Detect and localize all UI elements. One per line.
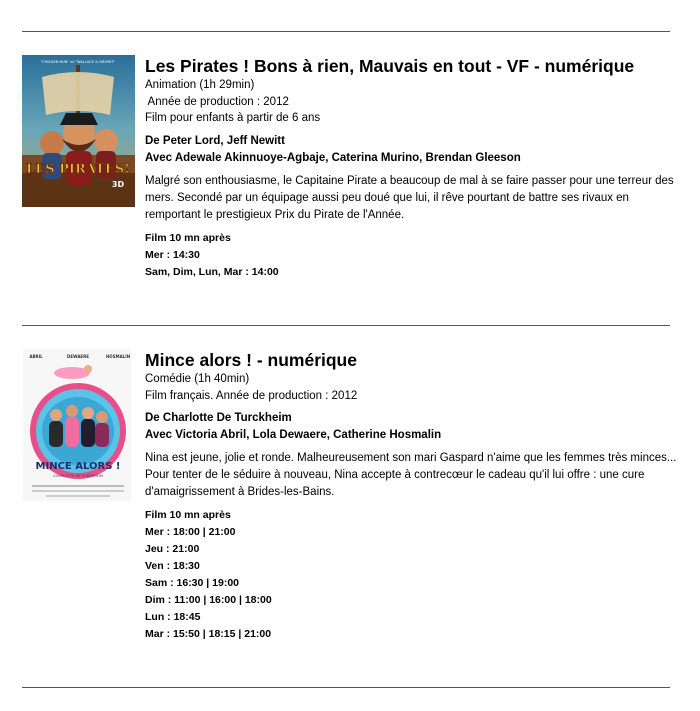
movie-info — [145, 77, 685, 127]
movie-credits — [145, 410, 685, 444]
movie-sessions — [145, 230, 685, 281]
session-line: Mer : 14:30 — [145, 248, 200, 261]
poster-pirates-logo-text: LES PIRATES! — [26, 162, 130, 177]
session-line: Film 10 mn après — [145, 231, 231, 244]
poster-pirates-3d-badge: 3D — [111, 180, 125, 189]
poster-director: CHARLOTTE DE TURCKHEIM — [53, 474, 103, 478]
poster-actor-2: DEWAERE — [67, 354, 89, 359]
movie-director: De Charlotte De Turckheim — [145, 412, 292, 424]
session-line: Sam : 16:30 | 19:00 — [145, 577, 239, 589]
poster-mince-alors[interactable] — [22, 349, 132, 501]
session-line: Mer : 18:00 | 21:00 — [145, 526, 236, 538]
movie-title[interactable]: Les Pirates ! Bons à rien, Mauvais en tout - VF - numérique — [145, 56, 635, 76]
session-line: Lun : 18:45 — [145, 611, 201, 623]
poster-title: MINCE ALORS ! — [35, 461, 121, 472]
movie-production-year: Année de production : 2012 — [145, 95, 289, 108]
movie-title[interactable]: Mince alors ! - numérique — [145, 350, 357, 370]
movie-details-pirates — [145, 55, 685, 281]
session-line: Jeu : 21:00 — [145, 543, 200, 555]
movie-audience: Film pour enfants à partir de 6 ans — [145, 112, 321, 124]
movie-genre: Animation (1h 29min) — [145, 79, 255, 91]
movie-synopsis: Nina est jeune, jolie et ronde. Malheureusement son mari Gaspard n'aime que les femmes très minces... Pour tenter de le séduire à nouveau, Nina accepte à contrecœur le cadeau qu'il lui offre : une cure d'amaigrissement à Brides-les-Bains. — [145, 452, 677, 498]
session-line: Sam, Dim, Lun, Mar : 14:00 — [145, 265, 279, 278]
poster-actor-3: HOSMALIN — [105, 354, 131, 359]
movie-cast: Avec Victoria Abril, Lola Dewaere, Catherine Hosmalin — [145, 429, 442, 441]
movie-genre: Comédie (1h 40min) — [145, 373, 250, 385]
movie-sessions — [145, 507, 685, 643]
session-line: Dim : 11:00 | 16:00 | 18:00 — [145, 594, 272, 606]
poster-mince-alors-artwork — [22, 349, 132, 501]
session-line: Mar : 15:50 | 18:15 | 21:00 — [145, 628, 272, 640]
movie-info — [145, 371, 685, 404]
session-line: Ven : 18:30 — [145, 560, 200, 572]
poster-pirates[interactable] — [22, 55, 135, 207]
poster-pirates-top-text: “CHICKEN RUN” et “WALLACE & GROMIT” — [40, 60, 116, 64]
movie-cast: Avec Adewale Akinnuoye-Agbaje, Caterina Murino, Brendan Gleeson — [145, 151, 521, 164]
movie-synopsis: Malgré son enthousiasme, le Capitaine Pirate a beaucoup de mal à se faire passer pour une terreur des mers. Secondé par un équipage aussi peu doué que lui, il rêve pourtant de battre ses rivaux en remportant le prestigieux Prix du Pirate de l'Année. — [145, 174, 674, 221]
session-line: Film 10 mn après — [145, 509, 231, 521]
movie-director: De Peter Lord, Jeff Newitt — [145, 134, 285, 147]
divider-bottom — [22, 687, 670, 688]
poster-actor-1: ABRIL — [29, 354, 43, 359]
divider-middle — [22, 325, 670, 326]
divider-top — [22, 31, 670, 32]
movie-details-mince-alors — [145, 349, 685, 643]
poster-pirates-artwork — [22, 55, 135, 207]
movie-production-info: Film français. Année de production : 2012 — [145, 389, 358, 402]
movie-credits — [145, 133, 685, 167]
